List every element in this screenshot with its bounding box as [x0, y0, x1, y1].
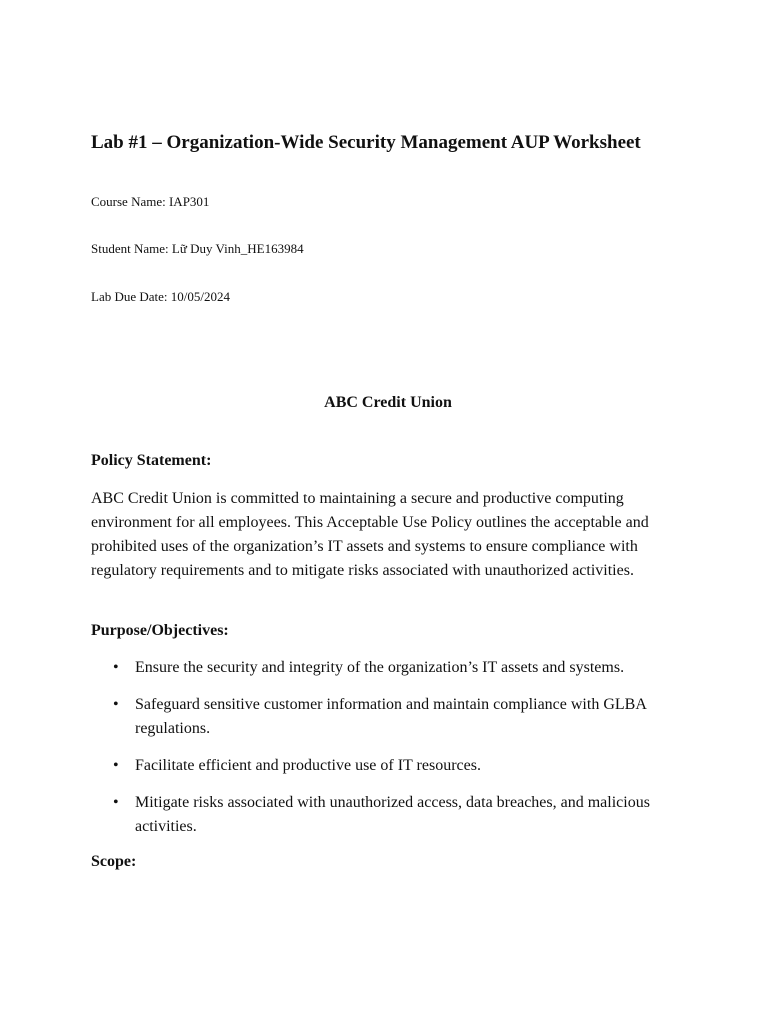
- purpose-objectives-list: [91, 656, 691, 852]
- bullet-icon: •: [113, 794, 119, 811]
- list-item-text: Safeguard sensitive customer information and maintain compliance with GLBA regulations.: [135, 696, 646, 737]
- document-title: Lab #1 – Organization-Wide Security Management AUP Worksheet: [91, 132, 641, 153]
- bullet-icon: •: [113, 659, 119, 676]
- bullet-icon: •: [113, 696, 119, 713]
- list-item: [91, 754, 691, 778]
- list-item-text: Mitigate risks associated with unauthorized access, data breaches, and malicious activities.: [135, 794, 650, 835]
- scope-heading: Scope:: [91, 853, 137, 870]
- bullet-icon: •: [113, 757, 119, 774]
- student-name: Student Name: Lữ Duy Vinh_HE163984: [91, 241, 304, 256]
- list-item-text: Ensure the security and integrity of the organization’s IT assets and systems.: [135, 659, 625, 676]
- course-name: Course Name: IAP301: [91, 194, 210, 209]
- policy-statement-text: ABC Credit Union is committed to maintaining a secure and productive computing environment for all employees. This Acceptable Use Policy outlines the acceptable and prohibited uses of the organization’s IT assets and systems to ensure compliance with regulatory requirements and to mitigate risks associated with unauthorized activities.: [91, 490, 649, 579]
- organization-heading: ABC Credit Union: [324, 394, 452, 411]
- purpose-objectives-heading: Purpose/Objectives:: [91, 622, 229, 639]
- policy-statement-heading: Policy Statement:: [91, 452, 212, 469]
- list-item: [91, 791, 691, 839]
- list-item-text: Facilitate efficient and productive use of IT resources.: [135, 757, 481, 774]
- list-item: [91, 693, 691, 741]
- list-item: [91, 656, 691, 680]
- lab-due-date: Lab Due Date: 10/05/2024: [91, 289, 230, 304]
